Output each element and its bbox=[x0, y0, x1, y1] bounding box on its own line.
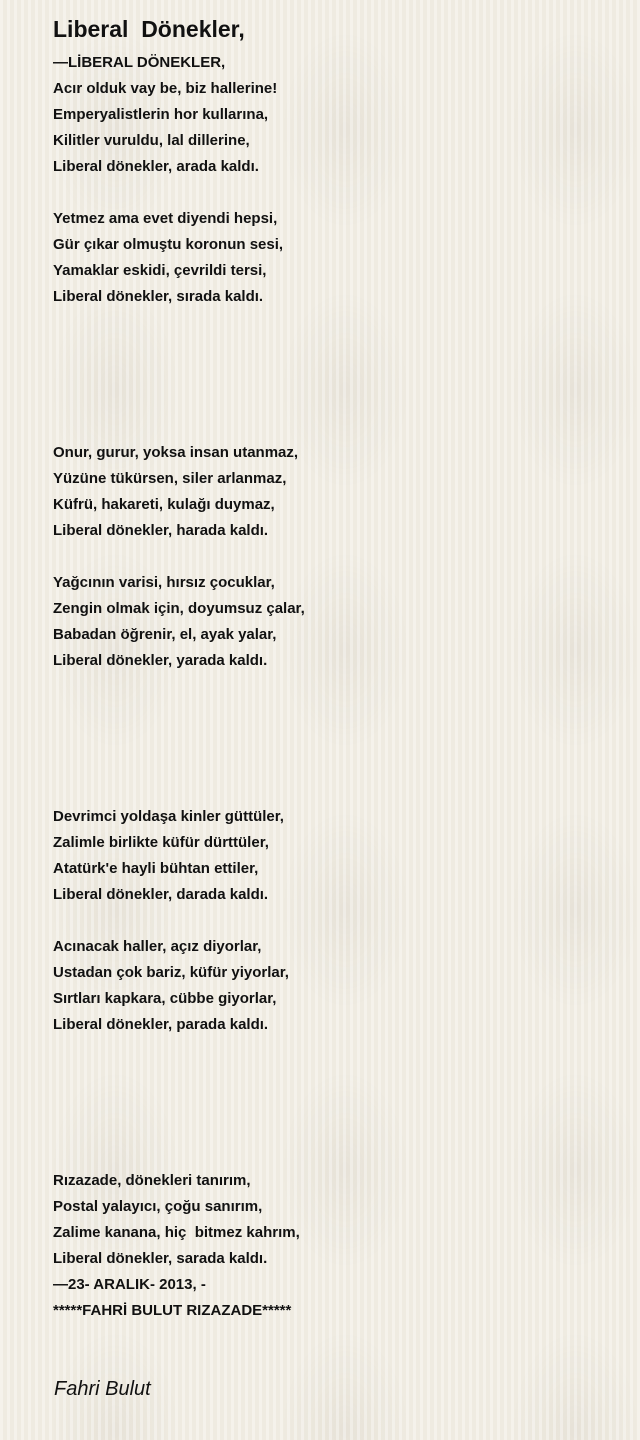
poem-author: Fahri Bulut bbox=[54, 1378, 151, 1400]
stanza-gap bbox=[53, 700, 613, 726]
stanza-gap bbox=[53, 388, 613, 414]
poem-line: Gür çıkar olmuştu koronun sesi, bbox=[53, 236, 284, 253]
poem-line: Yüzüne tükürsen, siler arlanmaz, bbox=[53, 470, 287, 487]
stanza-gap bbox=[53, 674, 613, 700]
poem-line: Kilitler vuruldu, lal dillerine, bbox=[53, 132, 250, 149]
poem-line: —LİBERAL DÖNEKLER, bbox=[53, 54, 226, 71]
poem-line: Yetmez ama evet diyendi hepsi, bbox=[53, 210, 278, 227]
poem-line: Postal yalayıcı, çoğu sanırım, bbox=[53, 1198, 263, 1215]
poem-line: Yamaklar eskidi, çevrildi tersi, bbox=[53, 262, 267, 279]
poem-line: Zalime kanana, hiç bitmez kahrım, bbox=[53, 1224, 300, 1241]
stanza-gap bbox=[53, 1038, 613, 1064]
poem-line: Liberal dönekler, darada kaldı. bbox=[53, 886, 269, 903]
stanza-gap bbox=[53, 336, 613, 362]
poem-line: —23- ARALIK- 2013, - bbox=[53, 1276, 206, 1293]
stanza-gap bbox=[53, 908, 613, 934]
poem-line: Liberal dönekler, arada kaldı. bbox=[53, 158, 259, 175]
stanza-gap bbox=[53, 1090, 613, 1116]
stanza-gap bbox=[53, 1116, 613, 1142]
poem-line: Acınacak haller, açız diyorlar, bbox=[53, 938, 262, 955]
poem-line: Liberal dönekler, harada kaldı. bbox=[53, 522, 269, 539]
poem bbox=[53, 14, 613, 1324]
poem-line: Devrimci yoldaşa kinler güttüler, bbox=[53, 808, 284, 825]
poem-line: Liberal dönekler, parada kaldı. bbox=[53, 1016, 269, 1033]
poem-title: Liberal Dönekler, bbox=[53, 16, 245, 42]
poem-line: Ustadan çok bariz, küfür yiyorlar, bbox=[53, 964, 289, 981]
stanza-gap bbox=[53, 1142, 613, 1168]
stanza-gap bbox=[53, 1064, 613, 1090]
poem-line: Liberal dönekler, yarada kaldı. bbox=[53, 652, 268, 669]
stanza-gap bbox=[53, 180, 613, 206]
stanza-gap bbox=[53, 362, 613, 388]
stanza-gap bbox=[53, 414, 613, 440]
poem-line: Liberal dönekler, sarada kaldı. bbox=[53, 1250, 268, 1267]
stanza-gap bbox=[53, 726, 613, 752]
stanza-gap bbox=[53, 310, 613, 336]
poem-line: Sırtları kapkara, cübbe giyorlar, bbox=[53, 990, 277, 1007]
poem-body bbox=[53, 50, 613, 1324]
poem-line: Acır olduk vay be, biz hallerine! bbox=[53, 80, 278, 97]
poem-line: Küfrü, hakareti, kulağı duymaz, bbox=[53, 496, 275, 513]
stanza-gap bbox=[53, 544, 613, 570]
poem-line: Liberal dönekler, sırada kaldı. bbox=[53, 288, 264, 305]
poem-line: Yağcının varisi, hırsız çocuklar, bbox=[53, 574, 275, 591]
poem-line: *****FAHRİ BULUT RIZAZADE***** bbox=[53, 1302, 292, 1319]
poem-line: Emperyalistlerin hor kullarına, bbox=[53, 106, 269, 123]
poem-line: Rızazade, dönekleri tanırım, bbox=[53, 1172, 251, 1189]
poem-line: Onur, gurur, yoksa insan utanmaz, bbox=[53, 444, 299, 461]
stanza-gap bbox=[53, 778, 613, 804]
stanza-gap bbox=[53, 752, 613, 778]
poem-line: Babadan öğrenir, el, ayak yalar, bbox=[53, 626, 277, 643]
poem-line: Zalimle birlikte küfür dürttüler, bbox=[53, 834, 269, 851]
poem-line: Atatürk'e hayli bühtan ettiler, bbox=[53, 860, 259, 877]
poem-line: Zengin olmak için, doyumsuz çalar, bbox=[53, 600, 305, 617]
